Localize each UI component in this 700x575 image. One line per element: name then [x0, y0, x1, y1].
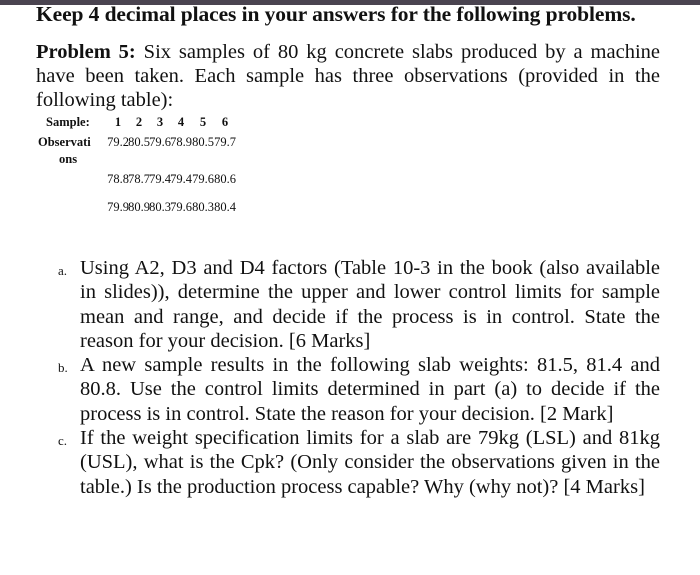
question-b [50, 353, 660, 426]
question-text: A new sample results in the following slab weights: 81.5, 81.4 and 80.8. Use the control limits determined in part (a) to decide if the process is in control. State the reason for your decision. [2 Mark] [80, 354, 660, 425]
list-marker: b. [58, 360, 68, 376]
observation-value: 80.3 [149, 200, 171, 214]
observation-value: 80.3 [192, 200, 214, 214]
observation-value: 80.5 [192, 135, 214, 149]
observation-value: 80.5 [128, 135, 150, 149]
question-text: Using A2, D3 and D4 factors (Table 10-3 in the book (also available in slides)), determine the upper and lower control limits for sample mean and range, and decide if the process is in control. State the reason for your decision. [6 Marks] [80, 257, 660, 352]
observation-value: 78.7 [128, 172, 150, 186]
sample-number: 5 [199, 115, 207, 129]
observation-value: 79.4 [170, 172, 192, 186]
observation-value: 79.6 [170, 200, 192, 214]
sample-number: 2 [135, 115, 143, 129]
sample-number: 6 [221, 115, 229, 129]
observation-value: 80.6 [214, 172, 236, 186]
observation-value: 79.2 [107, 135, 129, 149]
list-marker: c. [58, 433, 68, 449]
problem-text: Six samples of 80 kg concrete slabs produced by a machine have been taken. Each sample has three observations (provided in the following table): [36, 41, 660, 111]
sample-number: 3 [156, 115, 164, 129]
observation-value: 80.9 [128, 200, 150, 214]
question-c [50, 426, 660, 499]
observation-value: 79.4 [149, 172, 171, 186]
observation-value: 79.9 [107, 200, 129, 214]
observation-value: 79.6 [149, 135, 171, 149]
instructions-heading: Keep 4 decimal places in your answers for the following problems. [36, 2, 636, 26]
observations-label: Observati [38, 135, 91, 149]
list-marker: a. [58, 263, 68, 278]
problem-statement [36, 40, 660, 112]
observation-value: 79.7 [214, 135, 236, 149]
sample-label: Sample: [46, 115, 90, 129]
question-list [50, 256, 660, 499]
observation-value: 78.8 [107, 172, 129, 186]
observation-value: 78.9 [170, 135, 192, 149]
observation-value: 80.4 [214, 200, 236, 214]
question-text: If the weight specification limits for a slab are 79kg (LSL) and 81kg (USL), what is the Cpk? (Only consider the observations given in the table.) Is the production process capable? Why (why not)? [4 Marks] [80, 427, 660, 498]
problem-label: Problem 5: [36, 41, 136, 63]
sample-number: 1 [114, 115, 122, 129]
question-a [50, 256, 660, 353]
observation-value: 79.6 [192, 172, 214, 186]
sample-number: 4 [177, 115, 185, 129]
